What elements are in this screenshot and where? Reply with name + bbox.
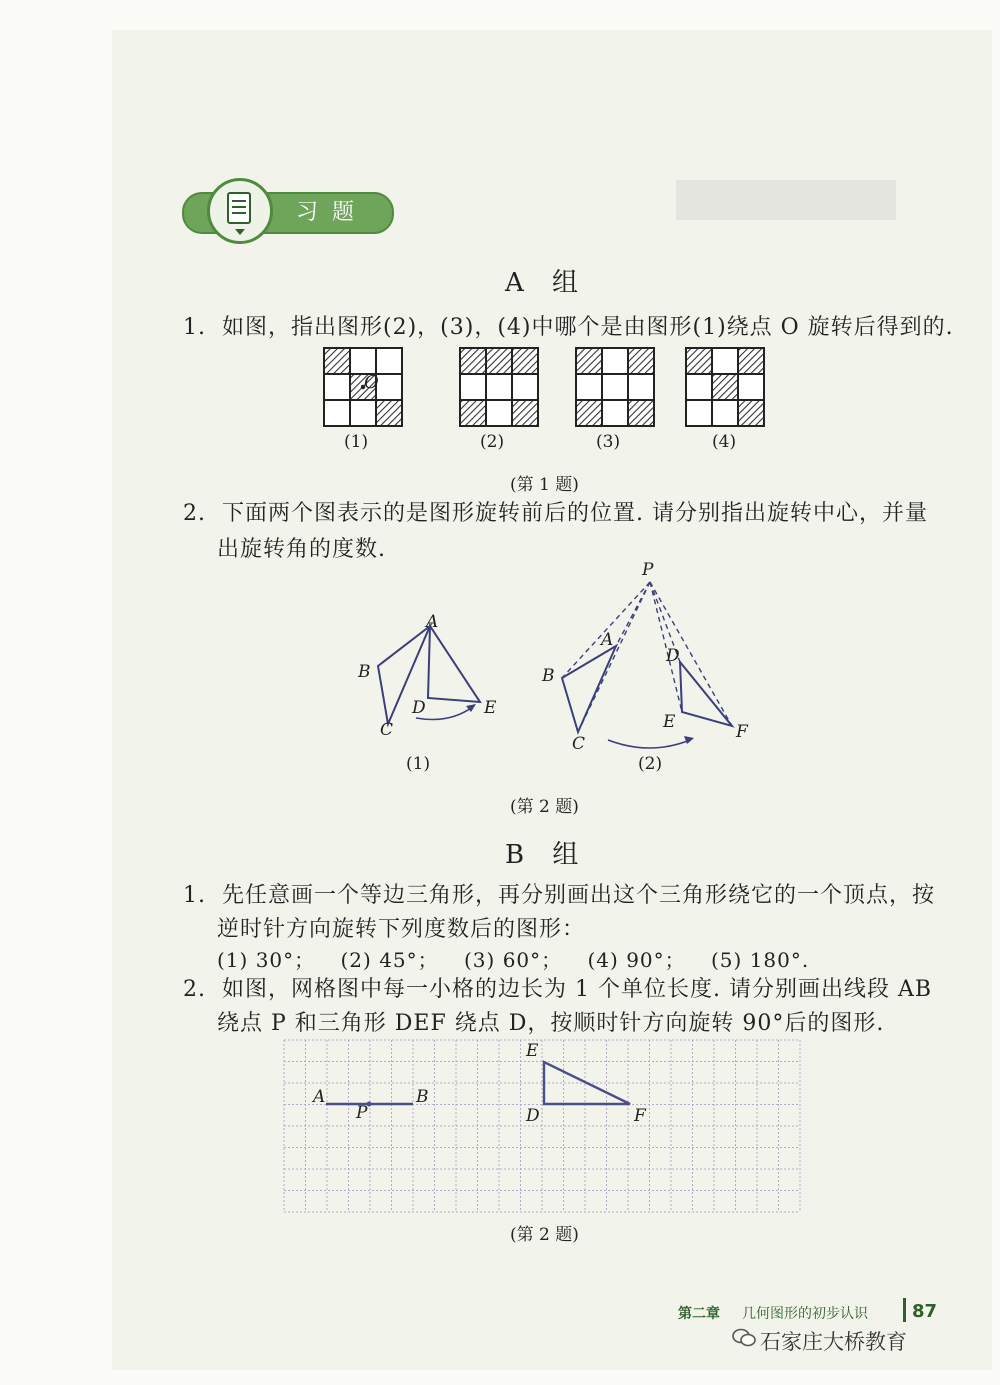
b2-label-d: D <box>526 1106 540 1126</box>
b2-caption: (第 2 题) <box>510 1225 579 1245</box>
grid-cell <box>460 400 486 426</box>
grid-cell <box>350 400 376 426</box>
fig1-label-d: D <box>412 698 426 718</box>
grid-cell <box>376 348 402 374</box>
grid-cell <box>686 348 712 374</box>
grid-cell <box>486 348 512 374</box>
fig1-label-e: E <box>484 698 497 718</box>
grid-cell <box>628 374 654 400</box>
grid-cell <box>738 374 764 400</box>
question-text-line2: 绕点 P 和三角形 DEF 绕点 D，按顺时针方向旋转 90°后的图形. <box>217 1011 885 1036</box>
footer-chapter: 第二章 <box>678 1306 720 1322</box>
question-number: 1. <box>183 315 206 340</box>
fig2-label-e: E <box>663 712 676 732</box>
notebook-icon <box>207 178 273 244</box>
question-a1 <box>183 310 954 346</box>
grid-cell <box>512 348 538 374</box>
fig2-label-a: A <box>601 630 614 650</box>
page-number: 87 <box>912 1301 938 1322</box>
grid-cell <box>686 374 712 400</box>
fig2-label-p: P <box>642 560 654 580</box>
option-45: (2) 45°； <box>340 948 439 972</box>
question-text-line1: 先任意画一个等边三角形，再分别画出这个三角形绕它的一个顶点，按 <box>222 883 936 908</box>
fig2-label-b: B <box>542 666 555 686</box>
b2-label-a: A <box>313 1087 326 1107</box>
q2-caption: (第 2 题) <box>510 797 579 817</box>
fig1-label-c: C <box>380 720 394 740</box>
grid-cell <box>712 348 738 374</box>
q2-figure-2 <box>540 560 760 760</box>
grid-cell <box>628 348 654 374</box>
question-text-line1: 如图，网格图中每一小格的边长为 1 个单位长度. 请分别画出线段 AB <box>222 977 933 1002</box>
fig2-label-c: C <box>572 734 586 754</box>
grid-cell <box>576 400 602 426</box>
q1-label-4: (4) <box>712 432 737 452</box>
b2-label-b: B <box>416 1087 429 1107</box>
grid-cell <box>576 348 602 374</box>
exercise-header-label: 习题 <box>296 200 369 225</box>
b2-label-f: F <box>634 1106 646 1126</box>
wechat-icon <box>732 1328 756 1352</box>
footer-divider <box>903 1298 906 1322</box>
grid-cell <box>602 374 628 400</box>
fig1-label-b: B <box>358 662 371 682</box>
b2-label-p: P <box>356 1103 368 1123</box>
footer-chapter-title: 几何图形的初步认识 <box>742 1306 868 1322</box>
b2-label-e: E <box>526 1041 539 1061</box>
question-number: 1. <box>183 883 206 908</box>
option-180: (5) 180°. <box>711 948 810 972</box>
option-30: (1) 30°； <box>217 948 316 972</box>
grid-cell <box>324 400 350 426</box>
watermark-text: 石家庄大桥教育 <box>760 1330 907 1354</box>
grid-cell <box>376 400 402 426</box>
fig2-label-d: D <box>666 646 680 666</box>
q1-caption: (第 1 题) <box>510 475 579 495</box>
grid-cell <box>486 374 512 400</box>
question-b2 <box>183 972 932 1008</box>
grid-cell <box>738 400 764 426</box>
grid-cell <box>602 400 628 426</box>
grid-cell <box>376 374 402 400</box>
q1-grid-figures <box>320 344 790 434</box>
group-a-title: A 组 <box>505 268 589 298</box>
grid-cell <box>324 348 350 374</box>
question-number: 2. <box>183 501 206 526</box>
option-60: (3) 60°； <box>464 948 563 972</box>
group-b-title: B 组 <box>505 840 589 870</box>
grid-cell <box>324 374 350 400</box>
question-number: 2. <box>183 977 206 1002</box>
q1-label-2: (2) <box>480 432 505 452</box>
question-text-line1: 下面两个图表示的是图形旋转前后的位置. 请分别指出旋转中心，并量 <box>222 501 928 526</box>
fig1-label-a: A <box>426 612 439 632</box>
grid-cell <box>712 374 738 400</box>
bleed-through-banner <box>676 180 896 220</box>
grid-cell <box>350 348 376 374</box>
q1-label-3: (3) <box>596 432 621 452</box>
grid-cell <box>686 400 712 426</box>
grid-cell <box>512 400 538 426</box>
grid-cell <box>512 374 538 400</box>
grid-cell <box>460 348 486 374</box>
fig2-caption: (2) <box>638 754 663 774</box>
option-90: (4) 90°； <box>587 948 686 972</box>
question-text-line2: 出旋转角的度数. <box>217 537 386 562</box>
grid-cell <box>460 374 486 400</box>
q1-label-1: (1) <box>344 432 369 452</box>
b2-grid-figure <box>282 1038 808 1214</box>
grid-cell <box>738 348 764 374</box>
fig1-caption: (1) <box>406 754 431 774</box>
grid-cell <box>576 374 602 400</box>
grid-cell <box>712 400 738 426</box>
question-text-line2: 逆时针方向旋转下列度数后的图形： <box>217 917 586 942</box>
question-a2 <box>183 496 928 532</box>
fig2-label-f: F <box>736 722 748 742</box>
grid-cell <box>486 400 512 426</box>
question-text: 如图，指出图形(2)，(3)，(4)中哪个是由图形(1)绕点 O 旋转后得到的. <box>222 315 954 340</box>
point-o-label: O <box>364 372 379 393</box>
question-b1 <box>183 878 935 914</box>
grid-cell <box>602 348 628 374</box>
grid-cell <box>628 400 654 426</box>
